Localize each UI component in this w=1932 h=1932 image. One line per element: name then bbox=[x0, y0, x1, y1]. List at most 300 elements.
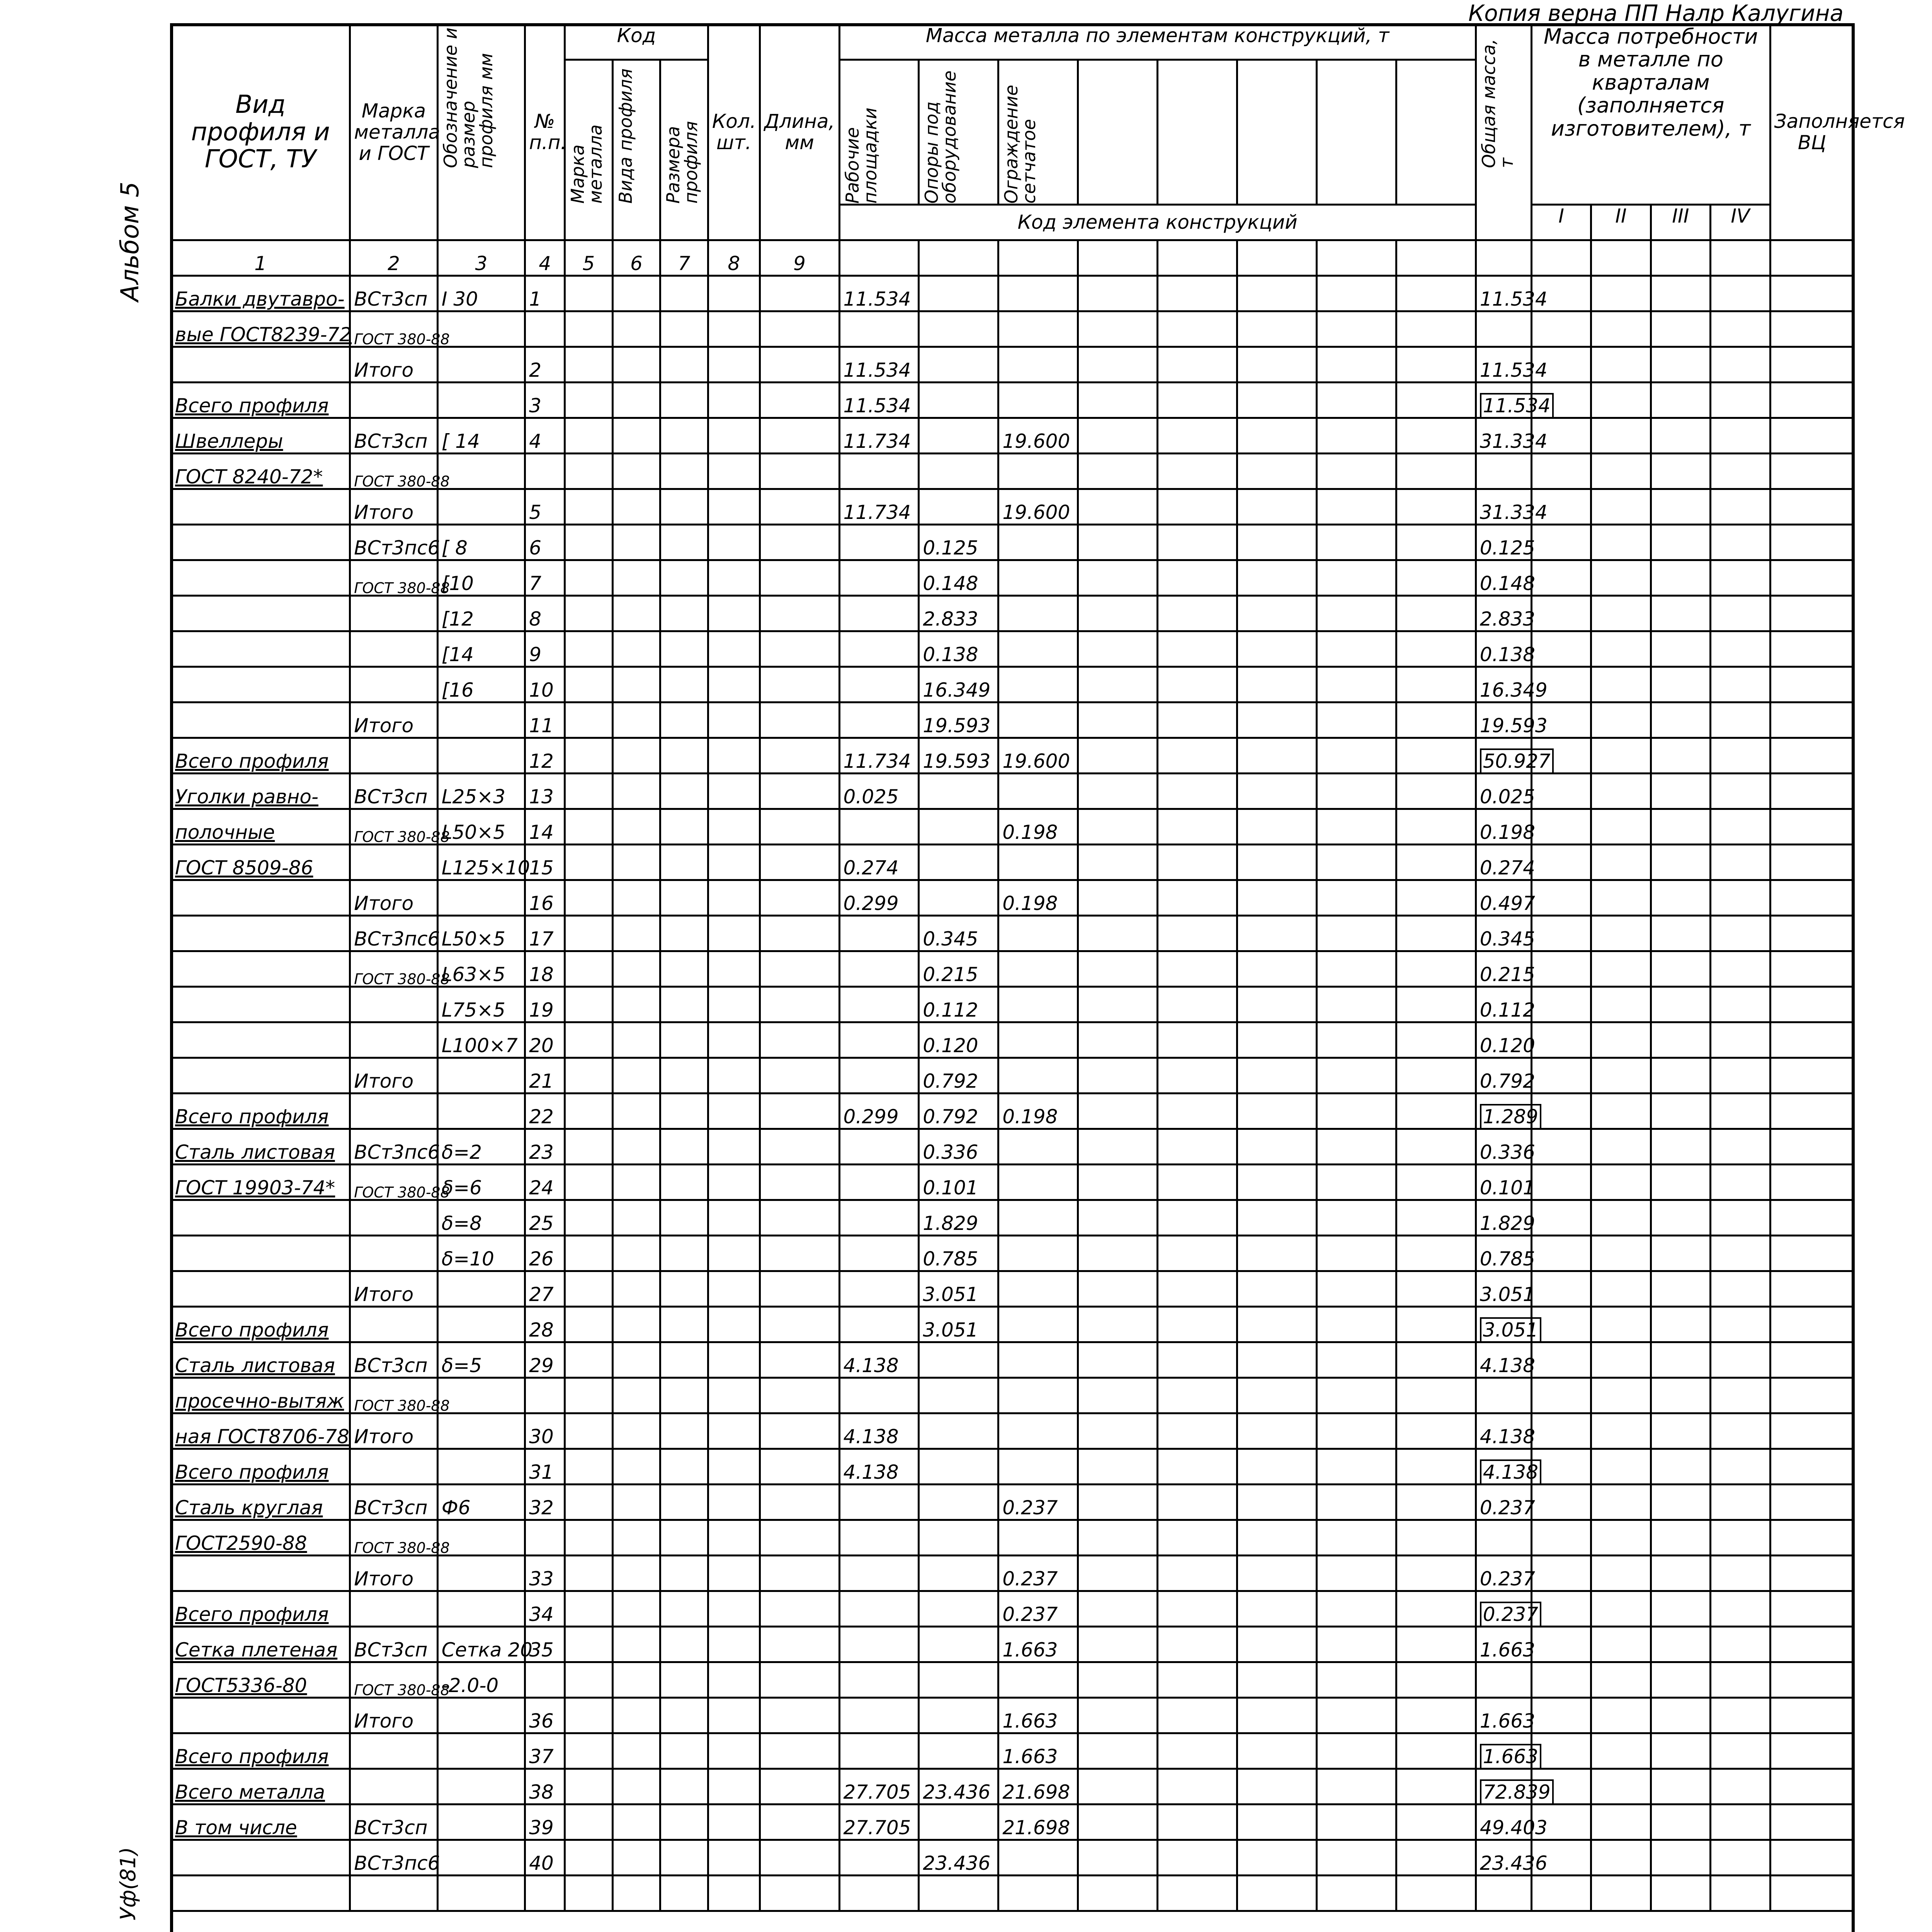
metal-grade-cell bbox=[350, 1627, 437, 1662]
mass-empty-cell bbox=[1237, 809, 1316, 845]
code-grade-cell bbox=[565, 525, 613, 560]
code-type-cell bbox=[612, 1485, 660, 1520]
length-cell bbox=[760, 916, 839, 951]
q4-cell bbox=[1711, 702, 1770, 738]
q3-cell bbox=[1651, 1449, 1710, 1485]
total-mass-cell-text: 0.138 bbox=[1480, 643, 1535, 666]
profile-type-cell-text: Сетка плетеная bbox=[175, 1639, 338, 1661]
code-size-cell bbox=[660, 1094, 708, 1129]
profile-size-cell bbox=[437, 489, 525, 525]
platforms-mass-cell bbox=[839, 1413, 919, 1449]
supports-mass-cell bbox=[919, 1876, 998, 1911]
metal-grade-cell-text: ВСт3пс6 bbox=[354, 537, 440, 559]
fence-mass-cell bbox=[998, 1627, 1078, 1662]
mass-empty-cell bbox=[1237, 1378, 1316, 1413]
mass-empty-cell bbox=[1237, 1840, 1316, 1876]
profile-size-cell bbox=[437, 631, 525, 667]
column-number: 5 bbox=[565, 240, 613, 276]
header-mass-group: Масса металла по элементам конструкций, т bbox=[839, 24, 1476, 60]
total-mass-cell bbox=[1476, 1449, 1538, 1485]
q2-cell bbox=[1591, 525, 1651, 560]
q1-cell bbox=[1531, 454, 1591, 489]
profile-type-cell bbox=[171, 1733, 350, 1769]
row-number-cell-text: 28 bbox=[529, 1319, 554, 1341]
profile-type-cell-text: Швеллеры bbox=[175, 430, 283, 452]
fence-mass-cell bbox=[998, 383, 1078, 418]
header-fence bbox=[998, 60, 1078, 205]
q2-cell bbox=[1591, 1236, 1651, 1271]
q1-cell bbox=[1531, 596, 1591, 631]
code-grade-cell bbox=[565, 1271, 613, 1307]
mass-empty-cell bbox=[1396, 1627, 1476, 1662]
total-mass-cell-text: 72.839 bbox=[1480, 1779, 1554, 1805]
mass-empty-cell bbox=[1158, 276, 1237, 311]
fence-mass-cell bbox=[998, 1804, 1078, 1840]
profile-type-cell bbox=[171, 809, 350, 845]
quantity-cell bbox=[708, 489, 760, 525]
profile-size-cell bbox=[437, 702, 525, 738]
column-number: 9 bbox=[760, 240, 839, 276]
profile-size-cell bbox=[437, 1556, 525, 1591]
row-number-cell bbox=[525, 596, 565, 631]
row-number-cell bbox=[525, 1591, 565, 1627]
q4-cell bbox=[1711, 1698, 1770, 1733]
platforms-mass-cell bbox=[839, 1271, 919, 1307]
code-size-cell bbox=[660, 311, 708, 347]
mass-empty-cell bbox=[1237, 667, 1316, 702]
profile-size-cell-text: [14 bbox=[441, 643, 474, 666]
q2-cell bbox=[1591, 276, 1651, 311]
copy-certification-note: Копия верна ПП Налр Калугина bbox=[1468, 0, 1844, 26]
quantity-cell bbox=[708, 418, 760, 454]
mass-empty-cell bbox=[1078, 525, 1158, 560]
length-cell bbox=[760, 1307, 839, 1342]
fence-mass-cell bbox=[998, 845, 1078, 880]
q3-cell bbox=[1651, 1840, 1710, 1876]
fence-mass-cell bbox=[998, 525, 1078, 560]
metal-grade-cell-text: ВСт3сп bbox=[354, 1354, 428, 1377]
q4-cell bbox=[1711, 1236, 1770, 1271]
row-number-cell bbox=[525, 418, 565, 454]
total-mass-cell-text: 0.101 bbox=[1480, 1177, 1535, 1199]
mass-empty-cell bbox=[1158, 1556, 1237, 1591]
q2-cell bbox=[1591, 667, 1651, 702]
fence-mass-cell bbox=[998, 1413, 1078, 1449]
supports-mass-cell bbox=[919, 667, 998, 702]
mass-empty-cell bbox=[1078, 667, 1158, 702]
mass-empty-cell bbox=[1396, 738, 1476, 774]
profile-size-cell bbox=[437, 383, 525, 418]
metal-grade-cell-text: ВСт3сп bbox=[354, 1816, 428, 1839]
q2-cell bbox=[1591, 1627, 1651, 1662]
code-type-cell bbox=[612, 418, 660, 454]
mass-empty-cell bbox=[1316, 1769, 1396, 1804]
code-grade-cell bbox=[565, 383, 613, 418]
mass-empty-cell bbox=[1237, 1520, 1316, 1556]
code-size-cell bbox=[660, 383, 708, 418]
total-mass-cell bbox=[1476, 560, 1535, 596]
mass-empty-cell bbox=[1316, 311, 1396, 347]
profile-size-cell-text: δ=2 bbox=[441, 1141, 482, 1163]
mass-empty-cell bbox=[1396, 1733, 1476, 1769]
total-mass-cell bbox=[1476, 774, 1535, 809]
length-cell bbox=[760, 1413, 839, 1449]
mass-empty-cell bbox=[1396, 667, 1476, 702]
mass-empty-cell bbox=[1316, 1200, 1396, 1236]
fence-mass-cell-text: 21.698 bbox=[1002, 1781, 1070, 1803]
header-profile-size bbox=[437, 24, 525, 240]
profile-size-cell bbox=[437, 1804, 525, 1840]
q3-cell bbox=[1651, 311, 1710, 347]
code-type-cell bbox=[612, 809, 660, 845]
length-cell bbox=[760, 418, 839, 454]
fence-mass-cell-text: 1.663 bbox=[1002, 1745, 1058, 1768]
total-mass-cell bbox=[1476, 489, 1548, 525]
platforms-mass-cell bbox=[839, 1236, 919, 1271]
vc-cell bbox=[1770, 1271, 1854, 1307]
quantity-cell bbox=[708, 1627, 760, 1662]
code-type-cell bbox=[612, 596, 660, 631]
q4-cell bbox=[1711, 1342, 1770, 1378]
supports-mass-cell bbox=[919, 916, 998, 951]
q4-cell bbox=[1711, 631, 1770, 667]
supports-mass-cell bbox=[919, 1236, 998, 1271]
column-number-empty bbox=[919, 240, 998, 276]
length-cell bbox=[760, 1271, 839, 1307]
row-number-cell-text: 9 bbox=[529, 643, 542, 666]
q3-cell bbox=[1651, 1165, 1710, 1200]
table-row bbox=[171, 1413, 1854, 1449]
code-size-cell bbox=[660, 1236, 708, 1271]
header-need-group: Масса потребности в металле по кварталам (заполняется изготовителем), т bbox=[1531, 24, 1770, 205]
total-mass-cell bbox=[1476, 454, 1531, 489]
vc-cell bbox=[1770, 347, 1854, 383]
q2-cell bbox=[1591, 809, 1651, 845]
supports-mass-cell-text: 0.792 bbox=[923, 1070, 978, 1092]
q4-cell bbox=[1711, 738, 1770, 774]
q2-cell bbox=[1591, 1520, 1651, 1556]
vc-cell bbox=[1770, 1485, 1854, 1520]
profile-type-cell bbox=[171, 702, 350, 738]
profile-type-cell-text: вые ГОСТ8239-72 bbox=[175, 323, 352, 346]
table-row bbox=[171, 489, 1854, 525]
supports-mass-cell-text: 16.349 bbox=[923, 679, 991, 701]
supports-mass-cell-text: 0.125 bbox=[923, 537, 978, 559]
metal-grade-cell bbox=[350, 1840, 440, 1876]
profile-size-cell bbox=[437, 1662, 525, 1698]
code-type-cell bbox=[612, 1058, 660, 1094]
total-mass-cell-text: 4.138 bbox=[1480, 1354, 1535, 1377]
code-size-cell bbox=[660, 1165, 708, 1200]
quantity-cell bbox=[708, 311, 760, 347]
profile-size-cell-text: [ 8 bbox=[441, 537, 468, 559]
q1-cell bbox=[1531, 1413, 1591, 1449]
vc-cell bbox=[1770, 987, 1854, 1022]
metal-grade-cell-text: Итого bbox=[354, 714, 414, 737]
supports-mass-cell bbox=[919, 738, 998, 774]
vc-cell bbox=[1770, 418, 1854, 454]
length-cell bbox=[760, 1058, 839, 1094]
mass-empty-cell bbox=[1078, 738, 1158, 774]
q4-cell bbox=[1711, 1804, 1770, 1840]
metal-grade-cell-text: Итого bbox=[354, 892, 414, 915]
table-row bbox=[171, 383, 1854, 418]
vc-cell bbox=[1770, 1840, 1854, 1876]
length-cell bbox=[760, 1876, 839, 1911]
code-grade-cell bbox=[565, 1520, 613, 1556]
row-number-cell bbox=[525, 311, 565, 347]
length-cell bbox=[760, 596, 839, 631]
mass-empty-cell bbox=[1078, 1058, 1158, 1094]
supports-mass-cell-text: 0.148 bbox=[923, 572, 978, 595]
metal-grade-cell bbox=[350, 1236, 437, 1271]
q2-cell bbox=[1591, 1733, 1651, 1769]
code-grade-cell bbox=[565, 987, 613, 1022]
platforms-mass-cell bbox=[839, 1129, 919, 1165]
code-size-cell bbox=[660, 738, 708, 774]
mass-empty-cell bbox=[1396, 276, 1476, 311]
mass-empty-cell bbox=[1316, 1485, 1396, 1520]
q1-cell bbox=[1531, 916, 1591, 951]
q4-cell bbox=[1711, 276, 1770, 311]
mass-empty-cell bbox=[1237, 1236, 1316, 1271]
q4-cell bbox=[1711, 560, 1770, 596]
mass-empty-cell bbox=[1237, 1022, 1316, 1058]
profile-size-cell bbox=[437, 1129, 525, 1165]
length-cell bbox=[760, 702, 839, 738]
code-size-cell bbox=[660, 1342, 708, 1378]
supports-mass-cell bbox=[919, 1698, 998, 1733]
profile-type-cell bbox=[171, 1200, 350, 1236]
row-number-cell bbox=[525, 560, 565, 596]
total-mass-cell bbox=[1476, 987, 1535, 1022]
column-number: 7 bbox=[660, 240, 708, 276]
mass-empty-cell bbox=[1078, 1556, 1158, 1591]
sidebar-code-mark: Уф(81) bbox=[116, 1847, 140, 1920]
code-size-cell bbox=[660, 454, 708, 489]
q2-cell bbox=[1591, 702, 1651, 738]
mass-empty-cell bbox=[1078, 418, 1158, 454]
length-cell bbox=[760, 1129, 839, 1165]
supports-mass-cell-text: 0.138 bbox=[923, 643, 978, 666]
mass-empty-cell bbox=[1396, 1876, 1476, 1911]
profile-type-cell bbox=[171, 1556, 350, 1591]
mass-empty-cell bbox=[1158, 1236, 1237, 1271]
header-row-number: № п.п. bbox=[525, 24, 565, 240]
code-size-cell bbox=[660, 702, 708, 738]
table-row bbox=[171, 667, 1854, 702]
code-size-cell bbox=[660, 1129, 708, 1165]
column-number: 4 bbox=[525, 240, 565, 276]
mass-empty-cell bbox=[1237, 1200, 1316, 1236]
metal-grade-cell bbox=[350, 1733, 437, 1769]
q4-cell bbox=[1711, 347, 1770, 383]
total-mass-cell bbox=[1476, 1413, 1535, 1449]
mass-empty-cell bbox=[1316, 1058, 1396, 1094]
profile-type-cell bbox=[171, 774, 350, 809]
metal-grade-cell bbox=[350, 596, 437, 631]
q2-cell bbox=[1591, 489, 1651, 525]
q1-cell bbox=[1531, 880, 1591, 916]
row-number-cell bbox=[525, 1413, 565, 1449]
table-row bbox=[171, 1271, 1854, 1307]
mass-empty-cell bbox=[1158, 809, 1237, 845]
profile-size-cell-text: δ=8 bbox=[441, 1212, 482, 1235]
total-mass-cell-text: 4.138 bbox=[1480, 1425, 1535, 1448]
header-total-mass bbox=[1476, 24, 1531, 240]
code-type-cell bbox=[612, 1413, 660, 1449]
quantity-cell bbox=[708, 454, 760, 489]
header-element-code: Код элемента конструкций bbox=[839, 205, 1476, 240]
vc-cell bbox=[1770, 1449, 1854, 1485]
mass-empty-cell bbox=[1396, 525, 1476, 560]
mass-empty-cell bbox=[1237, 1413, 1316, 1449]
code-grade-cell bbox=[565, 1591, 613, 1627]
fence-mass-cell-text: 1.663 bbox=[1002, 1710, 1058, 1732]
code-type-cell bbox=[612, 1804, 660, 1840]
profile-size-cell bbox=[437, 311, 525, 347]
profile-size-cell bbox=[437, 774, 525, 809]
quantity-cell bbox=[708, 1733, 760, 1769]
column-number-empty bbox=[1711, 240, 1770, 276]
row-number-cell bbox=[525, 347, 565, 383]
platforms-mass-cell bbox=[839, 1022, 919, 1058]
profile-type-cell-text: Всего профиля bbox=[175, 1603, 329, 1626]
total-mass-cell bbox=[1476, 596, 1535, 631]
quantity-cell bbox=[708, 845, 760, 880]
q2-cell bbox=[1591, 1271, 1651, 1307]
metal-grade-cell bbox=[350, 1662, 450, 1699]
table-row bbox=[171, 596, 1854, 631]
platforms-mass-cell-text: 0.299 bbox=[843, 1105, 899, 1128]
profile-type-cell bbox=[171, 596, 350, 631]
header-platforms bbox=[839, 60, 919, 205]
profile-size-cell bbox=[437, 1698, 525, 1733]
platforms-mass-cell-text: 4.138 bbox=[843, 1425, 899, 1448]
code-size-cell bbox=[660, 1378, 708, 1413]
vc-cell bbox=[1770, 1591, 1854, 1627]
total-mass-cell bbox=[1476, 276, 1548, 311]
row-number-cell-text: 18 bbox=[529, 963, 554, 986]
mass-empty-cell bbox=[1078, 1165, 1158, 1200]
platforms-mass-cell-text: 4.138 bbox=[843, 1354, 899, 1377]
mass-empty-cell bbox=[1316, 1556, 1396, 1591]
q3-cell bbox=[1651, 1378, 1710, 1413]
platforms-mass-cell bbox=[839, 1591, 919, 1627]
code-size-cell bbox=[660, 560, 708, 596]
profile-size-cell bbox=[437, 738, 525, 774]
profile-size-cell-text: δ=10 bbox=[441, 1248, 494, 1270]
mass-empty-cell bbox=[1158, 454, 1237, 489]
mass-empty-cell bbox=[1396, 1840, 1476, 1876]
metal-grade-cell bbox=[350, 1129, 440, 1165]
supports-mass-cell bbox=[919, 489, 998, 525]
q4-cell bbox=[1711, 1413, 1770, 1449]
profile-type-cell-text: Всего профиля bbox=[175, 1461, 329, 1483]
mass-empty-cell bbox=[1078, 1876, 1158, 1911]
q1-cell bbox=[1531, 1876, 1591, 1911]
mass-empty-cell bbox=[1158, 1769, 1237, 1804]
profile-size-cell-text: L50×5 bbox=[441, 821, 505, 844]
mass-empty-cell bbox=[1237, 347, 1316, 383]
header-filled-by-vc: Заполняется ВЦ bbox=[1770, 24, 1854, 240]
q4-cell bbox=[1711, 1058, 1770, 1094]
mass-empty-cell bbox=[1316, 276, 1396, 311]
fence-mass-cell bbox=[998, 1662, 1078, 1698]
mass-empty-cell bbox=[1078, 1378, 1158, 1413]
metal-grade-cell bbox=[350, 1413, 437, 1449]
header-empty-col bbox=[1396, 60, 1476, 205]
code-grade-cell bbox=[565, 1307, 613, 1342]
q4-cell bbox=[1711, 1165, 1770, 1200]
mass-empty-cell bbox=[1158, 1449, 1237, 1485]
q2-cell bbox=[1591, 418, 1651, 454]
mass-empty-cell bbox=[1237, 560, 1316, 596]
mass-empty-cell bbox=[1396, 1022, 1476, 1058]
q1-cell bbox=[1531, 1520, 1591, 1556]
q1-cell bbox=[1531, 1236, 1591, 1271]
q3-cell bbox=[1651, 1627, 1710, 1662]
metal-grade-cell bbox=[350, 702, 437, 738]
quantity-cell bbox=[708, 667, 760, 702]
mass-empty-cell bbox=[1396, 454, 1476, 489]
mass-empty-cell bbox=[1158, 1591, 1237, 1627]
row-number-cell bbox=[525, 454, 565, 489]
vc-cell bbox=[1770, 1520, 1854, 1556]
profile-type-cell bbox=[171, 951, 350, 987]
total-mass-cell-text: 23.436 bbox=[1480, 1852, 1548, 1874]
platforms-mass-cell bbox=[839, 667, 919, 702]
row-number-cell-text: 24 bbox=[529, 1177, 554, 1199]
profile-type-cell bbox=[171, 1449, 350, 1485]
row-number-cell-text: 7 bbox=[529, 572, 542, 595]
metal-grade-cell-text: Итого bbox=[354, 1070, 414, 1092]
row-number-cell-text: 10 bbox=[529, 679, 554, 701]
profile-type-cell-text: ГОСТ5336-80 bbox=[175, 1674, 307, 1697]
supports-mass-cell-text: 0.101 bbox=[923, 1177, 978, 1199]
supports-mass-cell-text: 0.785 bbox=[923, 1248, 978, 1270]
sidebar-code bbox=[116, 1847, 140, 1932]
q2-cell bbox=[1591, 1307, 1651, 1342]
q1-cell bbox=[1531, 1627, 1591, 1662]
length-cell bbox=[760, 1165, 839, 1200]
code-grade-cell bbox=[565, 1022, 613, 1058]
metal-grade-cell bbox=[350, 489, 437, 525]
q3-cell bbox=[1651, 1413, 1710, 1449]
length-cell bbox=[760, 1485, 839, 1520]
mass-empty-cell bbox=[1396, 1769, 1476, 1804]
length-cell bbox=[760, 1094, 839, 1129]
platforms-mass-cell-text: 11.734 bbox=[843, 750, 911, 772]
mass-empty-cell bbox=[1158, 880, 1237, 916]
code-grade-cell bbox=[565, 631, 613, 667]
table-row bbox=[171, 1129, 1854, 1165]
code-size-cell bbox=[660, 809, 708, 845]
q2-cell bbox=[1591, 1804, 1651, 1840]
code-type-cell bbox=[612, 1129, 660, 1165]
length-cell bbox=[760, 1769, 839, 1804]
platforms-mass-cell bbox=[839, 1094, 919, 1129]
row-number-cell bbox=[525, 951, 565, 987]
code-grade-cell bbox=[565, 1698, 613, 1733]
platforms-mass-cell bbox=[839, 1769, 919, 1804]
mass-empty-cell bbox=[1316, 1307, 1396, 1342]
supports-mass-cell bbox=[919, 1591, 998, 1627]
total-mass-cell-text: 50.927 bbox=[1480, 748, 1554, 774]
platforms-mass-cell bbox=[839, 1342, 919, 1378]
total-mass-cell bbox=[1476, 1662, 1531, 1698]
header-supports bbox=[919, 60, 998, 205]
